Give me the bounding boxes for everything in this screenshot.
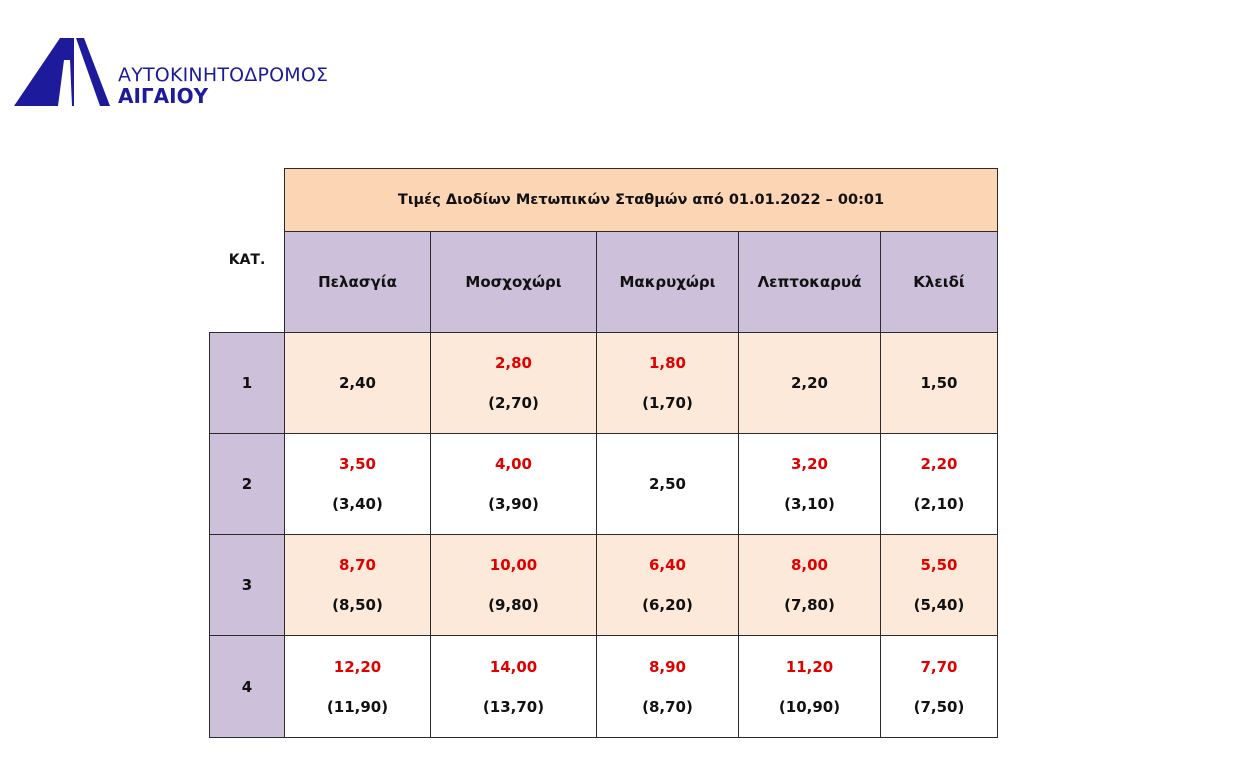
old-price-value: (1,70) [642,394,693,412]
price-cell [284,635,431,738]
table-title [284,168,998,232]
price-cell [738,534,881,636]
new-price-value: 8,90 [648,657,686,676]
column-header-label: Λεπτοκαρυά [757,273,862,291]
price-cell [880,433,998,535]
new-price-value: 8,00 [790,556,828,574]
brand-name-line1: ΑΥΤΟΚΙΝΗΤΟΔΡΟΜΟΣ [118,64,329,86]
price-cell [880,534,998,636]
old-price-value: (11,90) [326,697,389,716]
old-price-value: (8,70) [642,697,693,716]
new-price-value: 2,20 [920,455,958,473]
column-header-moschochori [430,231,597,333]
price-cell [284,534,431,636]
price-value: 2,40 [338,374,376,392]
new-price-value: 7,70 [920,657,958,676]
new-price-value: 10,00 [489,556,538,574]
price-cell [880,635,998,738]
price-value: 2,50 [648,475,686,493]
new-price-value: 11,20 [785,657,834,676]
price-cell [430,635,597,738]
price-cell [738,635,881,738]
old-price-value: (7,80) [784,596,835,614]
category-cell-4 [209,635,285,738]
new-price-value: 6,40 [648,556,686,574]
column-header-leptokarya [738,231,881,333]
new-price-value: 1,80 [648,354,686,372]
price-value: 2,20 [790,374,828,392]
old-price-value: (2,70) [488,394,539,412]
category-value: 2 [241,475,253,493]
category-cell-3 [209,534,285,636]
category-value: 4 [241,677,253,696]
column-header-label: Μοσχοχώρι [465,273,562,291]
new-price-value: 8,70 [338,556,376,574]
category-cell-1 [209,332,285,434]
new-price-value: 4,00 [494,455,532,473]
price-cell [596,635,739,738]
price-cell [284,433,431,535]
price-cell [880,332,998,434]
old-price-value: (5,40) [913,596,965,614]
brand-name-line2: ΑΙΓΑΙΟΥ [118,84,209,108]
new-price-value: 3,50 [338,455,376,473]
old-price-value: (3,90) [488,495,539,513]
old-price-value: (8,50) [332,596,383,614]
old-price-value: (13,70) [482,697,545,716]
old-price-value: (3,40) [332,495,383,513]
old-price-value: (10,90) [778,697,841,716]
price-cell [596,332,739,434]
category-value: 3 [241,576,253,594]
new-price-value: 5,50 [920,556,958,574]
price-cell [738,332,881,434]
price-cell [430,332,597,434]
old-price-value: (2,10) [913,495,965,513]
price-cell [430,534,597,636]
column-header-label: Μακρυχώρι [619,273,716,291]
new-price-value: 14,00 [489,657,538,676]
price-cell [738,433,881,535]
category-value: 1 [241,374,253,392]
price-value: 1,50 [920,374,958,392]
column-header-kleidi [880,231,998,333]
category-header: ΚΑΤ. [228,252,266,268]
old-price-value: (7,50) [913,697,965,716]
new-price-value: 12,20 [333,657,382,676]
price-cell [596,534,739,636]
column-header-label: Πελασγία [318,273,397,291]
new-price-value: 2,80 [494,354,532,372]
column-header-makrychori [596,231,739,333]
price-cell [284,332,431,434]
column-header-label: Κλειδί [913,273,965,291]
table-title-text: Τιμές Διοδίων Μετωπικών Σταθμών από 01.01.2022 – 00:01 [397,192,885,208]
old-price-value: (9,80) [488,596,539,614]
old-price-value: (3,10) [784,495,835,513]
column-header-pelasgia [284,231,431,333]
price-cell [596,433,739,535]
new-price-value: 3,20 [790,455,828,473]
price-cell [430,433,597,535]
old-price-value: (6,20) [642,596,693,614]
category-cell-2 [209,433,285,535]
